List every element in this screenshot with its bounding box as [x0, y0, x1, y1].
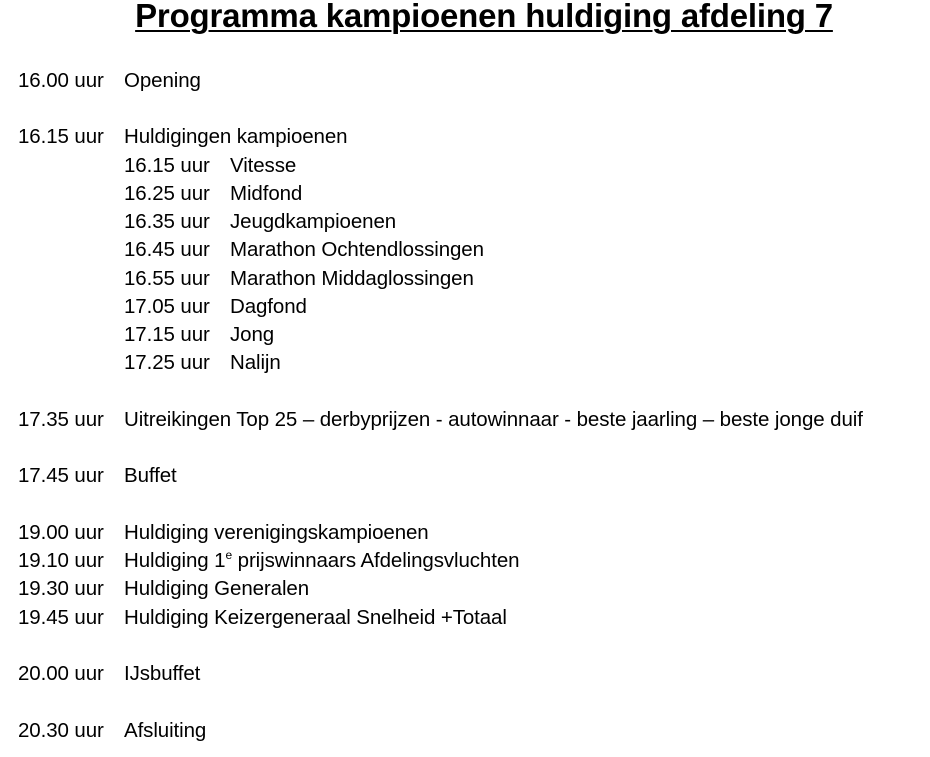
- sub-program-description: Vitesse: [230, 154, 297, 177]
- program-time: 17.35 uur: [18, 408, 104, 431]
- program-description: IJsbuffet: [124, 662, 201, 685]
- program-time: 17.45 uur: [18, 464, 104, 487]
- program-description: Huldiging verenigingskampioenen: [124, 521, 429, 544]
- sub-program-time: 17.05 uur: [124, 295, 210, 318]
- sub-program-time: 16.45 uur: [124, 238, 210, 261]
- description-prefix: Huldiging 1: [124, 549, 226, 572]
- program-description: Huldigingen kampioenen: [124, 125, 348, 148]
- sub-program-time: 16.25 uur: [124, 182, 210, 205]
- sub-program-description: Marathon Ochtendlossingen: [230, 238, 484, 261]
- program-time: 19.00 uur: [18, 521, 104, 544]
- ordinal-superscript: e: [225, 548, 233, 562]
- sub-program-description: Dagfond: [230, 295, 307, 318]
- program-time: 19.30 uur: [18, 577, 104, 600]
- program-description: Uitreikingen Top 25 – derbyprijzen - autowinnaar - beste jaarling – beste jonge duif: [124, 408, 863, 431]
- description-suffix: prijswinnaars Afdelingsvluchten: [232, 549, 520, 572]
- sub-program-description: Nalijn: [230, 351, 281, 374]
- program-time: 16.15 uur: [18, 125, 104, 148]
- program-description: Opening: [124, 69, 201, 92]
- sub-program-time: 16.15 uur: [124, 154, 210, 177]
- program-description: Huldiging Generalen: [124, 577, 310, 600]
- program-description: [124, 549, 519, 573]
- sub-program-time: 16.55 uur: [124, 267, 210, 290]
- sub-program-description: Jong: [230, 323, 275, 346]
- sub-program-time: 17.25 uur: [124, 351, 210, 374]
- program-time: 19.45 uur: [18, 606, 104, 629]
- program-description: Buffet: [124, 464, 177, 487]
- program-time: 19.10 uur: [18, 549, 104, 572]
- sub-program-description: Midfond: [230, 182, 303, 205]
- program-time: 16.00 uur: [18, 69, 104, 92]
- sub-program-time: 17.15 uur: [124, 323, 210, 346]
- sub-program-description: Marathon Middaglossingen: [230, 267, 474, 290]
- program-description: Afsluiting: [124, 719, 207, 742]
- page-title: Programma kampioenen huldiging afdeling 7: [135, 0, 833, 34]
- program-time: 20.00 uur: [18, 662, 104, 685]
- program-description: Huldiging Keizergeneraal Snelheid +Totaal: [124, 606, 507, 629]
- program-time: 20.30 uur: [18, 719, 104, 742]
- sub-program-description: Jeugdkampioenen: [230, 210, 397, 233]
- sub-program-time: 16.35 uur: [124, 210, 210, 233]
